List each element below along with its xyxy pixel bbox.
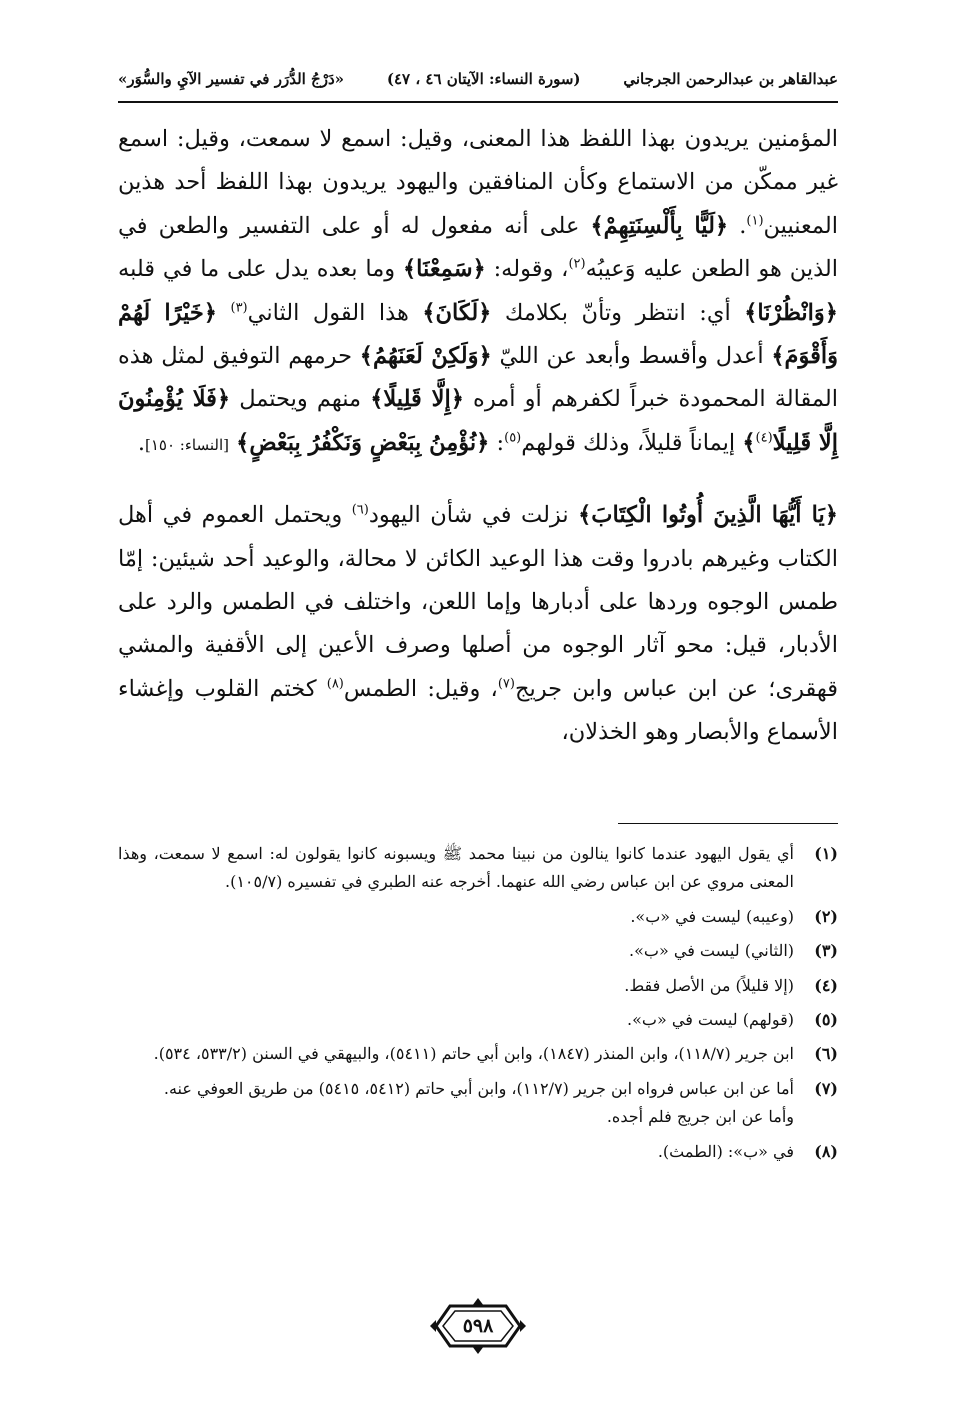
paragraph-2 — [118, 494, 838, 754]
page-number: ٥٩٨ — [462, 1315, 494, 1337]
footnote-number: (٤) — [814, 975, 838, 995]
running-header — [118, 62, 838, 96]
footnote-number: (٧) — [814, 1078, 838, 1098]
text-segment: : — [489, 429, 505, 456]
footnote-item — [118, 972, 838, 1000]
footnote-text-line: في «ب»: (الطمث). — [657, 1141, 794, 1161]
footnote-item — [118, 840, 838, 897]
footnote-text — [118, 1040, 794, 1068]
footnote-text — [118, 903, 794, 931]
quran-quote: ﴿لَيًّا بِأَلْسِنَتِهِمْ﴾ — [590, 212, 729, 239]
quran-quote: ﴿فَلَا يُؤْمِنُونَ إِلَّا قَلِيلًا — [118, 386, 838, 456]
footnote-item — [118, 903, 838, 931]
footnote-ref: (٢) — [568, 256, 586, 272]
footnote-ref: (٣) — [230, 300, 248, 316]
footnote-number: (٦) — [814, 1044, 838, 1064]
text-segment: ويحتمل العموم في أهل الكتاب وغيرهم بادروا وقت هذا الوعيد الكائن لا محالة، والوعيد أحد شيئين: إمّا طمس الوجوه وردها على أدبارها وإما اللعن، واختلف في الطمس والرد على الأدبار، قيل: محو آثار الوجوه من أصلها وصرف الأعين إلى الأقفية والمشي قهقرى؛ عن ابن عباس وابن جريج — [118, 502, 838, 702]
text-segment: ، وقيل: الطمس — [343, 675, 498, 702]
quran-quote: ﴿نُؤْمِنُ بِبَعْضٍ وَنَكْفُرُ بِبَعْضٍ﴾ — [236, 429, 490, 456]
text-segment — [217, 300, 231, 326]
footnote-ref: (٤) — [755, 430, 773, 446]
footnote-text — [118, 972, 794, 1000]
footnote-text-line: أي يقول اليهود عندما كانوا ينالون من نبينا محمد ﷺ ويسبونه كانوا يقولون له: اسمع لا سمعت، وهذا المعنى مروي عن ابن عباس رضي الله عنهما. أخرجه عنه الطبري في تفسيره (١٠٥/٧). — [118, 844, 794, 892]
quran-quote: ﴿لَكَانَ﴾ — [422, 299, 492, 326]
footnote-ref: (١) — [746, 213, 764, 229]
footnote-text-line: (قولهم) ليست في «ب». — [627, 1010, 794, 1030]
footnote-item — [118, 937, 838, 965]
text-segment: حرمهم التوفيق لمثل هذه المقالة المحمودة خبراً لكفرهم أو أمره — [118, 343, 839, 413]
text-segment: هذا القول الثاني — [247, 299, 423, 326]
text-segment: المؤمنين يريدون بهذا اللفظ هذا المعنى، وقيل: اسمع لا سمعت، وقيل: اسمع غير ممكّن من الاستماع وكأن المنافقين واليهود يريدون بهذا اللفظ أحد هذين المعنيين — [118, 126, 838, 239]
footnote-text-line: (إلا قليلاً) من الأصل فقط. — [624, 975, 794, 995]
footnote-ref: (٥) — [504, 430, 522, 446]
footnote-separator — [618, 823, 838, 824]
footnote-text-line: أما عن ابن عباس فرواه ابن جرير (١١٢/٧)، وابن أبي حاتم (٥٤١٢، ٥٤١٥) من طريق العوفي عنه. — [163, 1078, 794, 1098]
text-segment: كختم القلوب وإغشاء الأسماع والأبصار وهو الخذلان، — [118, 675, 838, 746]
footnote-item — [118, 1075, 838, 1132]
quran-quote: ﴿يَا أَيُّهَا الَّذِينَ أُوتُوا الْكِتَابَ﴾ — [578, 502, 838, 529]
footnote-text-line: ابن جرير (١١٨/٧)، وابن المنذر (١٨٤٧)، وابن أبي حاتم (٥٤١١)، والبيهقي في السنن (٥٣٣/٢، ٥٣٤). — [153, 1044, 794, 1064]
main-text — [118, 118, 838, 755]
quran-quote: ﴿وَانْظُرْنَا﴾ — [744, 299, 838, 326]
text-segment: على أنه مفعول له أو على التفسير والطعن في الذين هو الطعن عليه وَعيبُه — [118, 212, 839, 283]
header-author: عبدالقاهر بن عبدالرحمن الجرجاني — [623, 70, 838, 88]
footnote-text-line: وأما عن ابن جريج فلم أجده. — [606, 1107, 794, 1127]
footnote-text — [118, 937, 794, 965]
footnote-text-line: (الثاني) ليست في «ب». — [629, 941, 794, 961]
header-surah: (سورة النساء: الآيتان ٤٦ ، ٤٧) — [386, 70, 581, 88]
header-book-title: «دَرْجُ الدُّرَر في تفسير الآيِ والسُّوَر» — [118, 70, 345, 88]
footnote-text — [118, 1006, 794, 1034]
footnote-number: (٥) — [814, 1010, 838, 1030]
footnote-text — [118, 1138, 794, 1166]
text-segment: ، وقوله: — [485, 256, 569, 283]
paragraph-1 — [118, 118, 838, 467]
footnote-ref: (٦) — [351, 502, 369, 518]
quran-quote: ﴾ — [742, 429, 756, 456]
quran-quote: ﴿وَلَكِنْ لَعَنَهُمُ﴾ — [359, 343, 492, 370]
quran-quote: ﴿سَمِعْنَا﴾ — [403, 256, 486, 283]
footnote-item — [118, 1040, 838, 1068]
footnote-number: (١) — [814, 844, 838, 863]
footnotes — [118, 840, 838, 1172]
footnote-number: (٨) — [814, 1141, 838, 1161]
footnote-item — [118, 1138, 838, 1166]
footnote-number: (٣) — [814, 941, 838, 961]
text-segment: . — [728, 212, 747, 239]
footnote-text-line: (وعيبه) ليست في «ب». — [630, 906, 794, 926]
text-segment: نزلت في شأن اليهود — [368, 502, 579, 529]
surah-reference: [النساء: ١٥٠] — [145, 435, 229, 454]
text-segment: أي: انتظر وتأنّ بكلامك — [491, 299, 745, 326]
text-segment: منهم ويحتمل — [230, 386, 371, 413]
quran-quote: ﴿خَيْرًا لَهُمْ وَأَقْوَمَ﴾ — [118, 299, 838, 370]
header-rule — [118, 101, 838, 103]
footnote-number: (٢) — [814, 906, 838, 926]
text-segment: . — [137, 429, 145, 456]
footnote-text — [118, 1075, 794, 1132]
text-segment: أعدل وأقسط وأبعد عن الليّ — [491, 343, 772, 370]
footnote-item — [118, 1006, 838, 1034]
footnote-ref: (٨) — [326, 676, 344, 692]
quran-quote: ﴿إِلَّا قَلِيلًا﴾ — [370, 386, 464, 413]
text-segment: وما بعده يدل على ما في قلبه — [118, 256, 403, 283]
footnote-text — [118, 840, 794, 897]
footnote-ref: (٧) — [497, 676, 515, 692]
text-segment: إيماناً قليلاً، وذلك قولهم — [521, 429, 743, 456]
